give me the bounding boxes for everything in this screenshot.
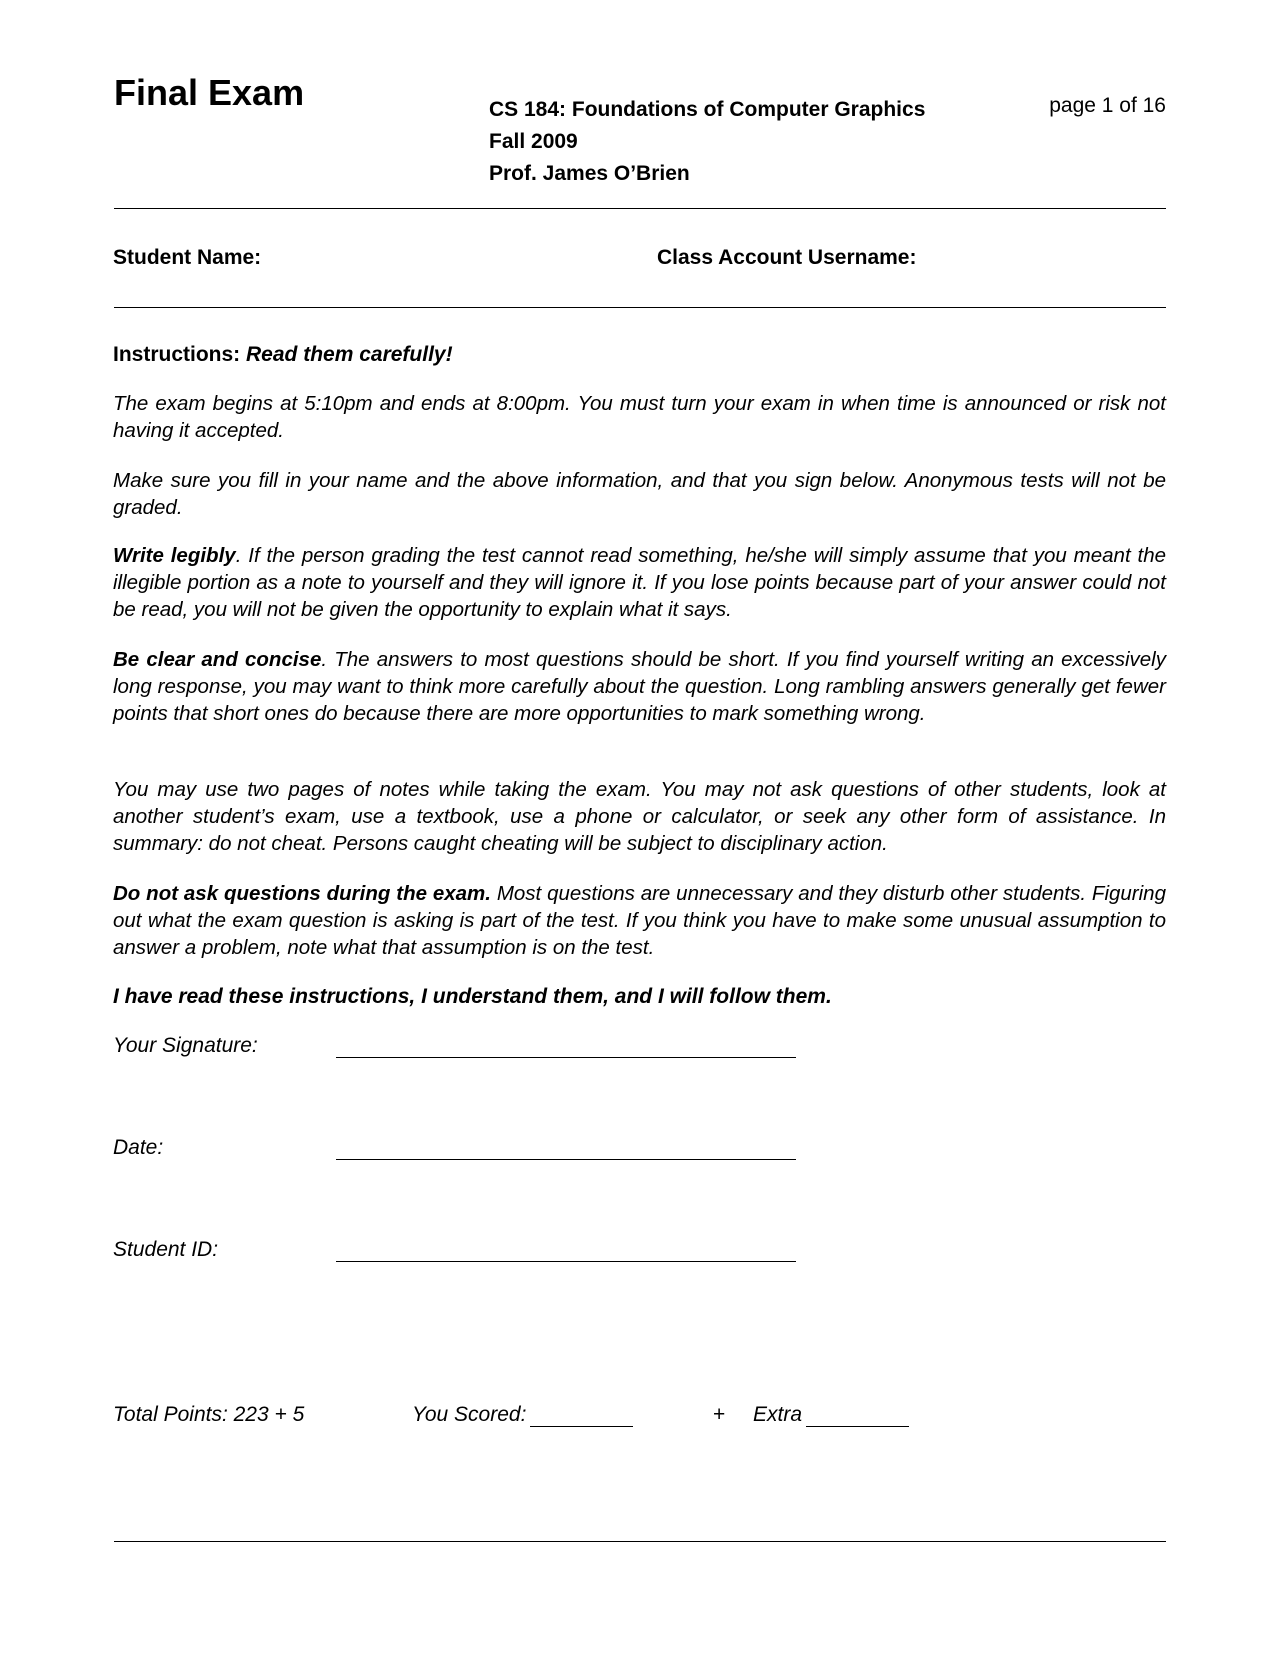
- instruction-paragraph-questions: [113, 880, 1166, 961]
- instructions-heading-label: Instructions:: [113, 343, 241, 366]
- signature-line[interactable]: [336, 1057, 796, 1058]
- you-scored-blank[interactable]: [530, 1406, 633, 1427]
- questions-text: Most questions are unnecessary and they disturb other students. Figuring out what the exam question is asking is part of the test. If you think you have to make some unusual assumption to answer a problem, note what that assumption is on the test.: [113, 882, 1166, 959]
- header-divider: [114, 208, 1166, 209]
- signature-label: Your Signature:: [113, 1034, 258, 1057]
- student-name-label: Student Name:: [113, 246, 262, 269]
- you-scored: [412, 1403, 633, 1427]
- concise-heading: Be clear and concise: [113, 648, 322, 671]
- legibility-heading: Write legibly: [113, 544, 236, 567]
- page-number: page 1 of 16: [1049, 94, 1166, 117]
- you-scored-label: You Scored:: [412, 1403, 527, 1426]
- instructions-heading-emphasis: Read them carefully!: [246, 343, 453, 366]
- instruction-paragraph-concise: [113, 646, 1166, 727]
- total-points: Total Points: 223 + 5: [113, 1403, 305, 1426]
- instructions-heading: [113, 343, 453, 367]
- concise-text: . The answers to most questions should be short. If you find yourself writing an excessively long response, you may want to think more carefully about the question. Long rambling answers generally get fewer points that short ones do because there are more opportunities to mark something wrong.: [113, 648, 1166, 725]
- instruction-paragraph-legibility: [113, 542, 1166, 623]
- extra-score: [753, 1403, 909, 1427]
- date-line[interactable]: [336, 1159, 796, 1160]
- course-info: [489, 94, 925, 190]
- student-id-label: Student ID:: [113, 1238, 219, 1261]
- legibility-text: . If the person grading the test cannot read something, he/she will simply assume that you meant the illegible portion as a note to yourself and they will ignore it. If you lose points because part of your answer could not be read, you will not be given the opportunity to explain what it says.: [113, 544, 1166, 621]
- footer-divider: [114, 1541, 1166, 1542]
- course-name: CS 184: Foundations of Computer Graphics: [489, 98, 926, 121]
- course-term: Fall 2009: [489, 130, 578, 153]
- instruction-paragraph-timing: The exam begins at 5:10pm and ends at 8:00pm. You must turn your exam in when time is announced or risk not having it accepted.: [113, 392, 1166, 442]
- instruction-paragraph-name: Make sure you fill in your name and the above information, and that you sign below. Anonymous tests will not be graded.: [113, 469, 1166, 519]
- date-label: Date:: [113, 1136, 164, 1159]
- extra-blank[interactable]: [806, 1406, 909, 1427]
- extra-label: Extra: [753, 1403, 803, 1426]
- fields-divider: [114, 307, 1166, 308]
- instruction-paragraph-notes: You may use two pages of notes while taking the exam. You may not ask questions of other students, look at another student’s exam, use a textbook, use a phone or calculator, or seek any other form of assistance. In summary: do not cheat. Persons caught cheating will be subject to disciplinary action.: [113, 778, 1166, 855]
- questions-heading: Do not ask questions during the exam.: [113, 882, 491, 905]
- student-id-line[interactable]: [336, 1261, 796, 1262]
- course-professor: Prof. James O’Brien: [489, 162, 690, 185]
- pledge-statement: I have read these instructions, I understand them, and I will follow them.: [113, 985, 832, 1008]
- exam-title: Final Exam: [114, 72, 305, 113]
- class-account-label: Class Account Username:: [657, 246, 917, 269]
- plus-sign: +: [713, 1403, 726, 1426]
